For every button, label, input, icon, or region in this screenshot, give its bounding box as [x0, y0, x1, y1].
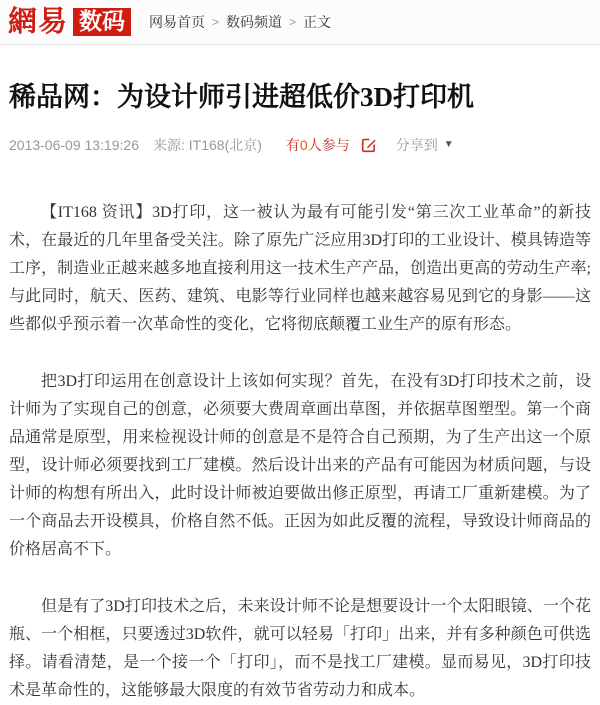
page-title: 稀品网：为设计师引进超低价3D打印机: [9, 82, 474, 112]
breadcrumb-separator: >: [289, 15, 297, 29]
comment-edit-icon[interactable]: [360, 136, 378, 154]
article-source: 来源: IT168(北京): [153, 137, 262, 154]
paragraph: 但是有了3D打印技术之后，未来设计师不论是想要设计一个太阳眼镜、一个花瓶、一个相框，只要透过3D软件，就可以轻易「打印」出来，并有多种颜色可供选择。请看清楚，是一个接一个「打印」，而不是找工厂建模。显而易见，3D打印技术是革命性的，这能够最大限度的有效节省劳动力和成本。: [9, 598, 591, 700]
publish-datetime: 2013-06-09 13:19:26: [9, 137, 139, 154]
participation-count: 0: [299, 137, 308, 154]
breadcrumb-channel-link[interactable]: 数码频道: [226, 14, 283, 30]
breadcrumb-separator: >: [212, 15, 220, 29]
chevron-down-icon: ▼: [443, 139, 454, 151]
site-header: [0, 0, 600, 45]
participation-suffix: 人参与: [307, 137, 350, 154]
netease-logo-text: 網易: [8, 5, 69, 38]
digital-channel-badge: 数码: [73, 8, 131, 36]
netease-logo[interactable]: [8, 5, 131, 38]
breadcrumb-current: 正文: [303, 14, 332, 30]
paragraph: 把3D打印运用在创意设计上该如何实现？首先，在没有3D打印技术之前，设计师为了实现自己的创意，必须要大费周章画出草图，并依据草图塑型。第一个商品通常是原型，用来检视设计师的创意是不是符合自己预期，为了生产出这一个原型，设计师必须要找到工厂建模。然后设计出来的产品有可能因为材质问题，与设计师的构想有所出入，此时设计师被迫要做出修正原型，再请工厂重新建模。为了一个商品去开设模具，价格自然不低。正因为如此反覆的流程，导致设计师商品的价格居高不下。: [9, 373, 591, 559]
participation-prefix: 有: [285, 137, 300, 154]
article: [0, 82, 600, 705]
paragraph: 【IT168 资讯】3D打印，这一被认为最有可能引发“第三次工业革命”的新技术，在最近的几年里备受关注。除了原先广泛应用3D打印的工业设计、模具铸造等工序，制造业正越来越多地直接利用这一技术生产产品，创造出更高的劳动生产率;与此同时，航天、医药、建筑、电影等行业同样也越来越容易见到它的身影——这些都似乎预示着一次革命性的变化，它将彻底颠覆工业生产的原有形态。: [9, 204, 591, 334]
share-dropdown[interactable]: [396, 135, 454, 155]
article-body: [9, 199, 591, 705]
breadcrumb-home-link[interactable]: 网易首页: [149, 14, 206, 30]
participation-link[interactable]: [286, 135, 350, 155]
breadcrumb: [149, 12, 331, 32]
share-label: 分享到: [395, 137, 438, 154]
article-meta: [9, 135, 591, 155]
